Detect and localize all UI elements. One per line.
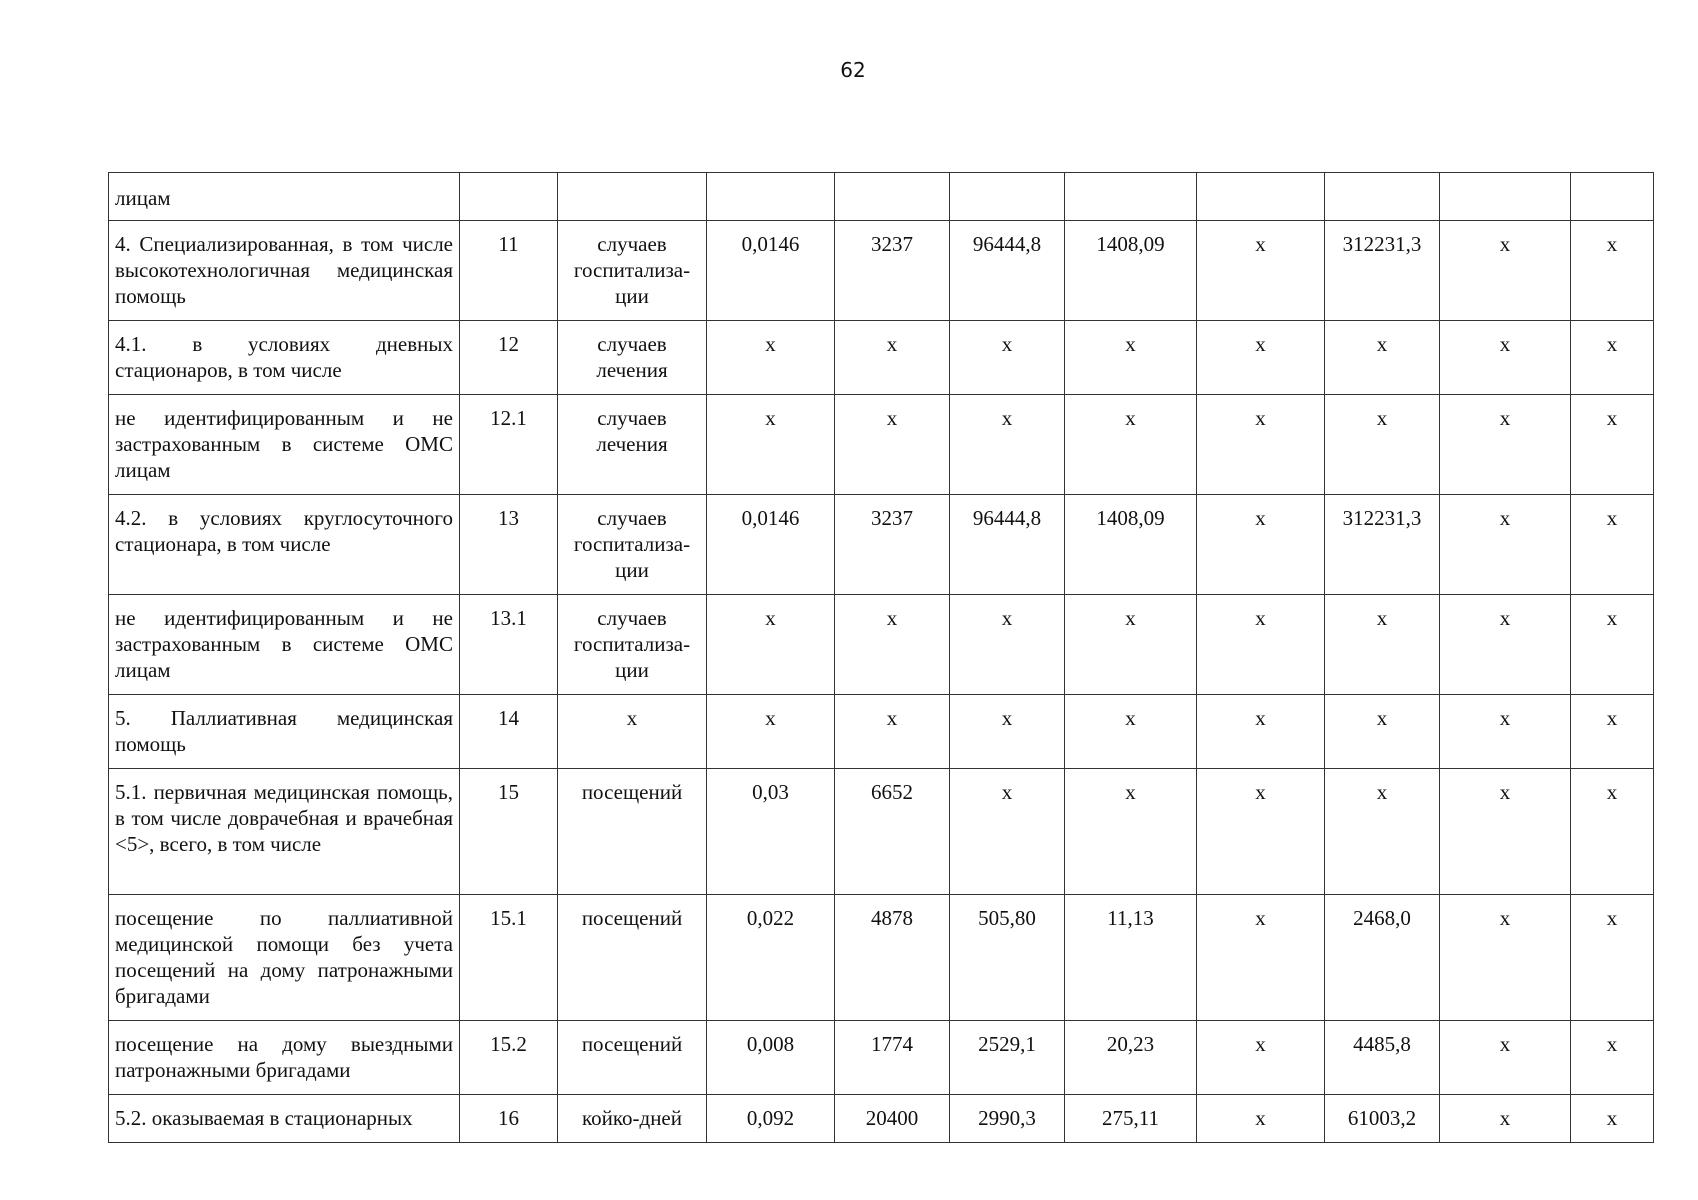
- row-name-cell: 4. Специализированная, в том числе высокотехнологичная медицинская помощь: [109, 221, 460, 321]
- page-number: 62: [840, 58, 866, 82]
- row-number-cell: 13.1: [460, 595, 558, 695]
- row-value-cell: х: [835, 395, 950, 495]
- row-value-cell: 3237: [835, 221, 950, 321]
- row-value-cell: х: [1197, 695, 1325, 769]
- row-value-cell: 275,11: [1065, 1095, 1197, 1143]
- row-value-cell: х: [835, 595, 950, 695]
- row-value-cell: х: [950, 395, 1065, 495]
- row-value-cell: х: [1325, 321, 1440, 395]
- row-value-cell: х: [1065, 769, 1197, 895]
- row-name-cell: не идентифицированным и не застрахованным в системе ОМС лицам: [109, 595, 460, 695]
- row-value-cell: х: [950, 695, 1065, 769]
- row-value-cell: х: [1065, 695, 1197, 769]
- row-unit-cell: посещений: [558, 895, 707, 1021]
- row-value-cell: 4485,8: [1325, 1021, 1440, 1095]
- table-row: [109, 395, 1654, 495]
- row-value-cell: х: [1197, 221, 1325, 321]
- row-unit-cell: случаев госпитализа-ции: [558, 221, 707, 321]
- row-value-cell: х: [1571, 221, 1654, 321]
- row-value-cell: [835, 173, 950, 221]
- row-number-cell: 11: [460, 221, 558, 321]
- row-value-cell: х: [1065, 595, 1197, 695]
- row-value-cell: 96444,8: [950, 495, 1065, 595]
- row-value-cell: х: [1440, 1095, 1571, 1143]
- row-value-cell: х: [1197, 769, 1325, 895]
- row-number-cell: 16: [460, 1095, 558, 1143]
- row-value-cell: х: [1571, 595, 1654, 695]
- row-value-cell: [1065, 173, 1197, 221]
- row-value-cell: х: [950, 769, 1065, 895]
- row-value-cell: 0,008: [707, 1021, 835, 1095]
- row-value-cell: х: [707, 695, 835, 769]
- row-name-cell: 4.1. в условиях дневных стационаров, в том числе: [109, 321, 460, 395]
- row-value-cell: х: [1325, 595, 1440, 695]
- row-value-cell: х: [835, 695, 950, 769]
- row-value-cell: 0,0146: [707, 221, 835, 321]
- row-unit-cell: [558, 173, 707, 221]
- table-row: [109, 895, 1654, 1021]
- row-value-cell: х: [1440, 221, 1571, 321]
- row-value-cell: х: [1197, 495, 1325, 595]
- table-body: [109, 173, 1654, 1143]
- row-value-cell: х: [1197, 1095, 1325, 1143]
- row-unit-cell: посещений: [558, 1021, 707, 1095]
- row-name-cell: 5. Паллиативная медицинская помощь: [109, 695, 460, 769]
- row-value-cell: х: [1440, 769, 1571, 895]
- row-value-cell: [1325, 173, 1440, 221]
- row-value-cell: 6652: [835, 769, 950, 895]
- row-unit-cell: случаев госпитализа-ции: [558, 595, 707, 695]
- row-name-cell: 5.1. первичная медицинская помощь, в том числе доврачебная и врачебная <5>, всего, в том числе: [109, 769, 460, 895]
- table-row: [109, 695, 1654, 769]
- row-value-cell: 312231,3: [1325, 221, 1440, 321]
- row-value-cell: 1408,09: [1065, 221, 1197, 321]
- row-value-cell: 0,022: [707, 895, 835, 1021]
- table-row: [109, 769, 1654, 895]
- row-value-cell: 3237: [835, 495, 950, 595]
- row-value-cell: 1774: [835, 1021, 950, 1095]
- row-value-cell: 20400: [835, 1095, 950, 1143]
- row-unit-cell: посещений: [558, 769, 707, 895]
- row-value-cell: х: [1571, 1021, 1654, 1095]
- row-value-cell: 2468,0: [1325, 895, 1440, 1021]
- row-value-cell: х: [835, 321, 950, 395]
- row-name-cell: посещение по паллиативной медицинской помощи без учета посещений на дому патронажными бригадами: [109, 895, 460, 1021]
- row-value-cell: 61003,2: [1325, 1095, 1440, 1143]
- row-value-cell: [950, 173, 1065, 221]
- row-value-cell: 2990,3: [950, 1095, 1065, 1143]
- row-value-cell: х: [1571, 395, 1654, 495]
- row-value-cell: х: [950, 321, 1065, 395]
- row-value-cell: х: [1440, 495, 1571, 595]
- row-value-cell: 505,80: [950, 895, 1065, 1021]
- row-value-cell: х: [1440, 395, 1571, 495]
- row-name-cell: лицам: [109, 173, 460, 221]
- table-row: [109, 495, 1654, 595]
- row-value-cell: х: [1197, 1021, 1325, 1095]
- row-value-cell: х: [950, 595, 1065, 695]
- table-row: [109, 321, 1654, 395]
- table-row: [109, 1095, 1654, 1143]
- row-value-cell: х: [1197, 395, 1325, 495]
- row-number-cell: 14: [460, 695, 558, 769]
- row-unit-cell: случаев лечения: [558, 321, 707, 395]
- row-number-cell: 13: [460, 495, 558, 595]
- row-value-cell: х: [1197, 595, 1325, 695]
- row-value-cell: [707, 173, 835, 221]
- row-name-cell: 4.2. в условиях круглосуточного стационара, в том числе: [109, 495, 460, 595]
- row-value-cell: х: [1571, 495, 1654, 595]
- table-row: [109, 1021, 1654, 1095]
- row-value-cell: 1408,09: [1065, 495, 1197, 595]
- row-number-cell: 12.1: [460, 395, 558, 495]
- row-value-cell: х: [1571, 321, 1654, 395]
- row-number-cell: 15.2: [460, 1021, 558, 1095]
- row-unit-cell: случаев лечения: [558, 395, 707, 495]
- row-name-cell: 5.2. оказываемая в стационарных: [109, 1095, 460, 1143]
- row-value-cell: х: [1197, 321, 1325, 395]
- row-value-cell: х: [1325, 695, 1440, 769]
- row-value-cell: х: [1571, 695, 1654, 769]
- row-value-cell: х: [1325, 769, 1440, 895]
- row-value-cell: х: [1571, 769, 1654, 895]
- row-value-cell: х: [1197, 895, 1325, 1021]
- row-value-cell: х: [1440, 895, 1571, 1021]
- row-value-cell: 20,23: [1065, 1021, 1197, 1095]
- row-number-cell: [460, 173, 558, 221]
- data-table: [108, 172, 1654, 1143]
- row-value-cell: х: [1325, 395, 1440, 495]
- row-value-cell: х: [1440, 695, 1571, 769]
- row-value-cell: х: [707, 595, 835, 695]
- row-unit-cell: х: [558, 695, 707, 769]
- row-name-cell: посещение на дому выездными патронажными бригадами: [109, 1021, 460, 1095]
- row-name-cell: не идентифицированным и не застрахованным в системе ОМС лицам: [109, 395, 460, 495]
- row-unit-cell: койко-дней: [558, 1095, 707, 1143]
- row-unit-cell: случаев госпитализа-ции: [558, 495, 707, 595]
- row-value-cell: 2529,1: [950, 1021, 1065, 1095]
- row-value-cell: 96444,8: [950, 221, 1065, 321]
- row-value-cell: [1440, 173, 1571, 221]
- row-value-cell: 0,0146: [707, 495, 835, 595]
- row-value-cell: 0,03: [707, 769, 835, 895]
- table-row: [109, 595, 1654, 695]
- table-row: [109, 173, 1654, 221]
- row-number-cell: 15.1: [460, 895, 558, 1021]
- row-value-cell: х: [1440, 321, 1571, 395]
- row-value-cell: [1571, 173, 1654, 221]
- row-value-cell: х: [707, 321, 835, 395]
- row-value-cell: х: [707, 395, 835, 495]
- row-value-cell: 312231,3: [1325, 495, 1440, 595]
- row-value-cell: х: [1571, 895, 1654, 1021]
- row-value-cell: х: [1571, 1095, 1654, 1143]
- table-row: [109, 221, 1654, 321]
- row-value-cell: 11,13: [1065, 895, 1197, 1021]
- row-value-cell: 4878: [835, 895, 950, 1021]
- row-value-cell: х: [1440, 1021, 1571, 1095]
- row-value-cell: х: [1065, 395, 1197, 495]
- row-value-cell: 0,092: [707, 1095, 835, 1143]
- row-number-cell: 12: [460, 321, 558, 395]
- row-number-cell: 15: [460, 769, 558, 895]
- row-value-cell: х: [1065, 321, 1197, 395]
- row-value-cell: х: [1440, 595, 1571, 695]
- row-value-cell: [1197, 173, 1325, 221]
